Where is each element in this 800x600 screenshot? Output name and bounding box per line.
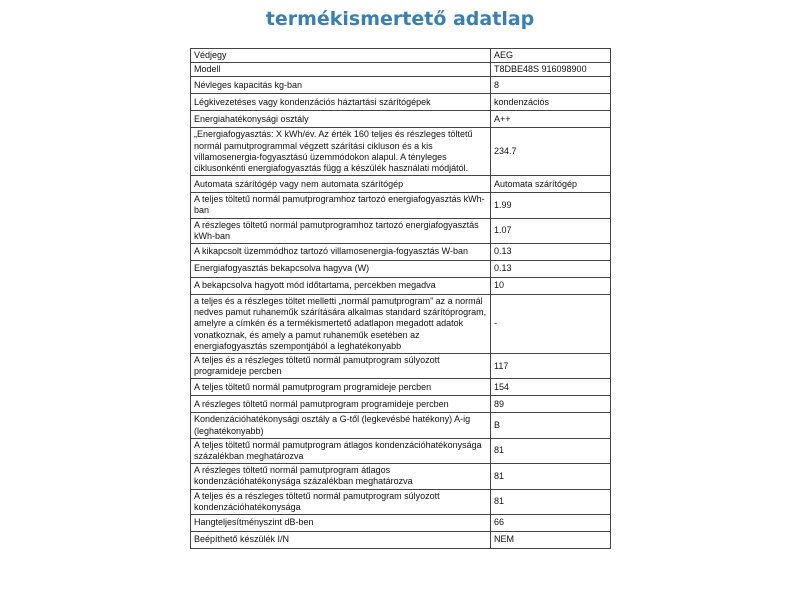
row-label: „Energiafogyasztás: X kWh/év. Az érték 160 teljes és részleges töltetű normál pamutprogrammal végzett szárítási cikluson és a kis villamosenergia-fogyasztású üzemmódokon alapul. A tényleges ciklusonkénti energiafogyasztás függ a készülék használati módjától. xyxy=(191,128,491,176)
row-label: Kondenzációhatékonysági osztály a G-től (legkevésbé hatékony) A-ig (leghatékonyabb) xyxy=(191,413,491,438)
row-value: kondenzációs xyxy=(491,94,611,111)
row-value: 66 xyxy=(491,515,611,532)
table-row xyxy=(191,278,611,295)
row-label: A teljes és a részleges töltetű normál pamutprogram súlyozott programideje percben xyxy=(191,354,491,379)
table-row xyxy=(191,128,611,176)
table-row xyxy=(191,489,611,514)
row-value: 8 xyxy=(491,77,611,94)
table-row xyxy=(191,532,611,549)
row-label: a teljes és a részleges töltet melletti „normál pamutprogram” az a normál nedves pamut ruhaneműk szárítására alkalmas standard szárítóprogram, amelyre a címkén és a termékismertető adatlapon megadott adatok vonatkoznak, és amely a pamut ruhaneműk esetében az energiafogyasztás szempontjából a leghatékonyabb xyxy=(191,295,491,354)
row-label: Energiahatékonysági osztály xyxy=(191,111,491,128)
table-row xyxy=(191,261,611,278)
table-row xyxy=(191,438,611,463)
row-value: 154 xyxy=(491,379,611,396)
row-value: 10 xyxy=(491,278,611,295)
table-row xyxy=(191,464,611,489)
row-value: T8DBE48S 916098900 xyxy=(491,63,611,77)
table-row xyxy=(191,295,611,354)
table-row xyxy=(191,354,611,379)
row-value: Automata szárítógép xyxy=(491,176,611,193)
row-value: NEM xyxy=(491,532,611,549)
row-value: 1.99 xyxy=(491,193,611,218)
row-value: 234.7 xyxy=(491,128,611,176)
table-row xyxy=(191,193,611,218)
row-label: Védjegy xyxy=(191,49,491,63)
row-label: A részleges töltetű normál pamutprogram átlagos kondenzációhatékonysága százalékban meghatározva xyxy=(191,464,491,489)
row-value: 0.13 xyxy=(491,244,611,261)
table-row xyxy=(191,413,611,438)
row-value: A++ xyxy=(491,111,611,128)
row-value: B xyxy=(491,413,611,438)
row-label: Automata szárítógép vagy nem automata szárítógép xyxy=(191,176,491,193)
row-label: Névleges kapacitás kg-ban xyxy=(191,77,491,94)
row-value: AEG xyxy=(491,49,611,63)
row-label: A teljes töltetű normál pamutprogram programideje percben xyxy=(191,379,491,396)
table-row xyxy=(191,94,611,111)
table-row xyxy=(191,396,611,413)
table-row xyxy=(191,176,611,193)
row-value: 81 xyxy=(491,489,611,514)
page-title: termékismertető adatlap xyxy=(265,8,535,30)
row-label: Légkivezetéses vagy kondenzációs háztartási szárítógépek xyxy=(191,94,491,111)
table-row xyxy=(191,77,611,94)
row-value: 117 xyxy=(491,354,611,379)
table-row xyxy=(191,218,611,243)
row-label: Beépíthető készülék I/N xyxy=(191,532,491,549)
row-label: A kikapcsolt üzemmódhoz tartozó villamosenergia-fogyasztás W-ban xyxy=(191,244,491,261)
row-value: 81 xyxy=(491,438,611,463)
row-value: 81 xyxy=(491,464,611,489)
table-row xyxy=(191,379,611,396)
table-row xyxy=(191,49,611,63)
table-row xyxy=(191,111,611,128)
table-row xyxy=(191,515,611,532)
row-label: A teljes töltetű normál pamutprogram átlagos kondenzációhatékonysága százalékban meghatározva xyxy=(191,438,491,463)
table-row xyxy=(191,63,611,77)
row-label: A részleges töltetű normál pamutprogram programideje percben xyxy=(191,396,491,413)
row-label: A részleges töltetű normál pamutprogramhoz tartozó energiafogyasztás kWh-ban xyxy=(191,218,491,243)
row-value: 0.13 xyxy=(491,261,611,278)
row-value: 1.07 xyxy=(491,218,611,243)
row-label: A teljes töltetű normál pamutprogramhoz tartozó energiafogyasztás kWh-ban xyxy=(191,193,491,218)
row-label: Modell xyxy=(191,63,491,77)
row-label: Energiafogyasztás bekapcsolva hagyva (W) xyxy=(191,261,491,278)
row-label: A bekapcsolva hagyott mód időtartama, percekben megadva xyxy=(191,278,491,295)
product-info-table xyxy=(190,48,611,549)
row-value: 89 xyxy=(491,396,611,413)
row-label: A teljes és a részleges töltetű normál pamutprogram súlyozott kondenzációhatékonysága xyxy=(191,489,491,514)
row-label: Hangteljesítményszint dB-ben xyxy=(191,515,491,532)
table-row xyxy=(191,244,611,261)
row-value: - xyxy=(491,295,611,354)
